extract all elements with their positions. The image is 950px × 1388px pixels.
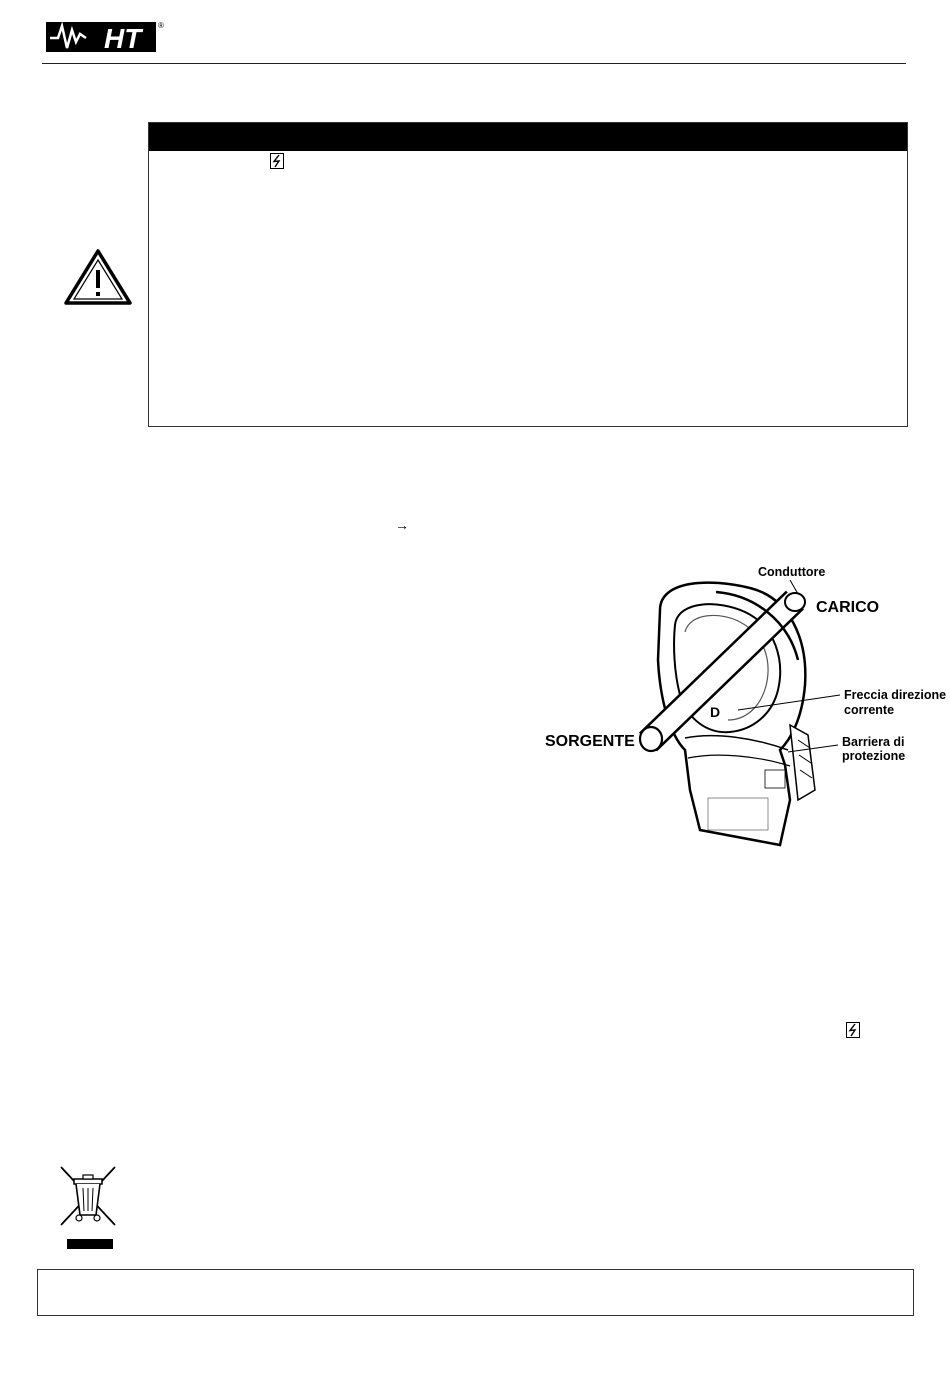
svg-text:D: D [710,704,721,720]
label-load: CARICO [816,599,880,616]
header-divider [42,63,906,64]
label-arrow-line1: Freccia direzione [844,688,947,702]
warning-header-bar [149,123,907,151]
warning-triangle-icon [63,248,133,306]
label-conductor: Conduttore [758,565,826,579]
logo-registered-mark: ® [158,21,164,30]
lightning-symbol-icon [270,153,284,169]
label-arrow-line2: corrente [844,703,895,717]
label-barrier-line1: Barriera di [842,735,905,749]
ht-logo [42,12,168,54]
label-barrier-line2: protezione [842,749,906,763]
logo-text: HT [104,23,142,54]
weee-bin-icon [57,1163,119,1253]
label-source: SORGENTE [545,733,635,750]
clamp-figure [540,560,950,860]
lightning-symbol-icon-2 [846,1022,860,1038]
warning-box [148,122,908,427]
bottom-note-box [37,1269,914,1316]
arrow-glyph: → [395,517,409,533]
